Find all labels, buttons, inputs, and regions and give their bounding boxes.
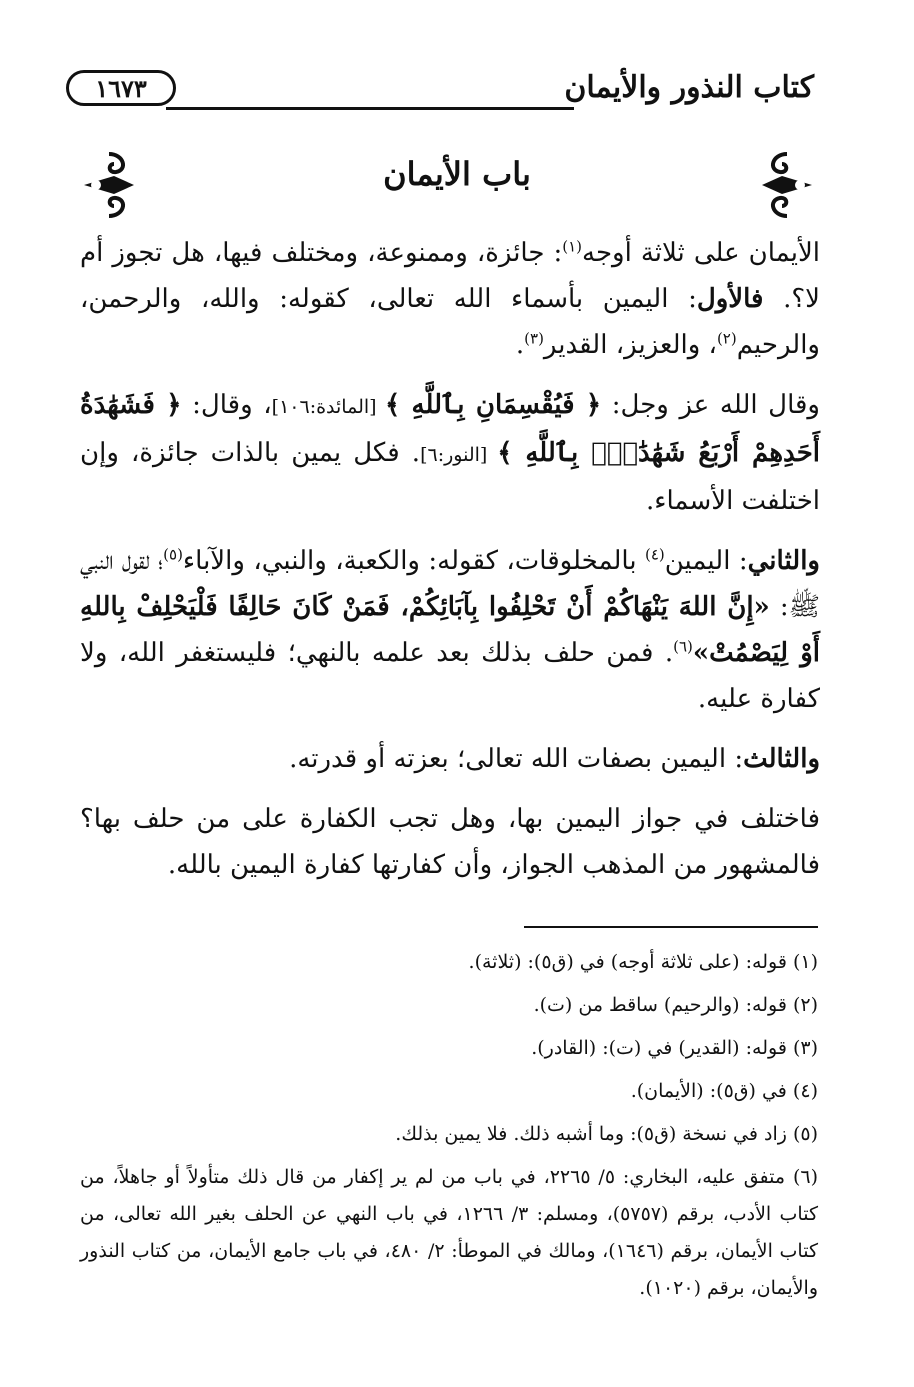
footnote-3: (٣) قوله: (القدير) في (ت): (القادر).	[531, 1037, 818, 1059]
footnote-ref-6: (٦)	[673, 637, 693, 656]
main-text	[80, 230, 820, 902]
footnote-6: (٦) متفق عليه، البخاري: ٥/ ٢٢٦٥، في باب من لم ير إكفار من قال ذلك متأولاً أو جاهلاً، من كتاب الأدب، برقم (٥٧٥٧)، ومسلم: ٣/ ١٢٦٦، في باب النهي عن الحلف بغير الله تعالى، من كتاب الأيمان، برقم (١٦٤٦)، ومالك في الموطأ: ٢/ ٤٨٠، في باب جامع الأيمان، من كتاب النذور والأيمان، برقم (١٠٢٠).	[80, 1166, 818, 1299]
footnote-ref-2: (٢)	[716, 329, 737, 348]
paragraph-3: والثاني: اليمين$^{(٤)}$ بالمخلوقات، كقوله: والكعبة، والنبي، والآباء$^{(٥)}$؛ لقول النبي ﷺ: «إِنَّ اللهَ يَنْهَاكُمْ أَنْ تَحْلِفُوا بِآبَائِكُمْ، فَمَنْ كَانَ حَالِفًا فَلْيَحْلِفْ بِاللهِ أَوْ لِيَصْمُتْ»$^{(٦)}$. فمن حلف بذلك بعد علمه بالنهي؛ فليستغفر الله، ولا كفارة عليه.	[80, 545, 820, 714]
footnote-ref-5: (٥)	[163, 545, 183, 564]
footnote-2: (٢) قوله: (والرحيم) ساقط من (ت).	[533, 994, 818, 1016]
paragraph-1: الأيمان على ثلاثة أوجه$^{(١)}$: جائزة، وممنوعة، ومختلف فيها، هل تجوز أم لا؟. فالأول: اليمين بأسماء الله تعالى، كقوله: والله، والرحمن، والرحيم$^{(٢)}$، والعزيز، القدير$^{(٣)}$.	[80, 237, 820, 360]
footnote-ref-1: (١)	[562, 237, 583, 256]
footnote-ref-4: (٤)	[644, 545, 665, 564]
quran-verse-2: ﴿ فَشَهَٰدَةُ أَحَدِهِمْ أَرْبَعُ شَهَٰدَٰتٍۭ بِٱللَّهِ ﴾	[80, 390, 820, 468]
lead-word-first: فالأول	[696, 284, 764, 314]
footnote-separator	[524, 926, 818, 928]
lead-word-second: والثاني	[747, 546, 820, 576]
running-header-title: كتاب النذور والأيمان	[564, 70, 814, 105]
footnote-1: (١) قوله: (على ثلاثة أوجه) في (ق٥): (ثلاثة).	[468, 951, 818, 973]
paragraph-4: والثالث: اليمين بصفات الله تعالى؛ بعزته أو قدرته.	[289, 744, 820, 774]
verse-reference-2: [النور:٦]	[420, 444, 498, 466]
header-rule	[166, 107, 574, 110]
page-number: ١٦٧٣	[66, 70, 176, 106]
paragraph-5: فاختلف في جواز اليمين بها، وهل تجب الكفارة على من حلف بها؟ فالمشهور من المذهب الجواز، وأن كفارتها كفارة اليمين بالله.	[80, 804, 820, 880]
hadith-quote: «إِنَّ اللهَ يَنْهَاكُمْ أَنْ تَحْلِفُوا بِآبَائِكُمْ، فَمَنْ كَانَ حَالِفًا فَلْيَحْلِفْ بِاللهِ أَوْ لِيَصْمُتْ»	[80, 592, 820, 668]
footnotes	[80, 944, 818, 1313]
ornament-left-icon	[80, 150, 138, 220]
running-header	[66, 66, 814, 112]
chapter-title: باب الأيمان	[383, 155, 531, 193]
footnote-ref-3: (٣)	[524, 329, 544, 348]
footnote-5: (٥) زاد في نسخة (ق٥): وما أشبه ذلك. فلا يمين بذلك.	[395, 1123, 818, 1145]
quran-verse-1: ﴿ فَيُقْسِمَانِ بِٱللَّهِ ﴾	[384, 390, 602, 420]
footnote-4: (٤) في (ق٥): (الأيمان).	[630, 1080, 818, 1102]
verse-reference-1: [المائدة:١٠٦]	[271, 396, 385, 418]
lead-word-third: والثالث	[743, 744, 820, 774]
paragraph-2: وقال الله عز وجل: ﴿ فَيُقْسِمَانِ بِٱللَّهِ ﴾ [المائدة:١٠٦]، وقال: ﴿ فَشَهَٰدَةُ أَحَدِهِمْ أَرْبَعُ شَهَٰدَٰتٍۭ بِٱللَّهِ ﴾ [النور:٦]. فكل يمين بالذات جائزة، وإن اختلفت الأسماء.	[80, 390, 820, 516]
